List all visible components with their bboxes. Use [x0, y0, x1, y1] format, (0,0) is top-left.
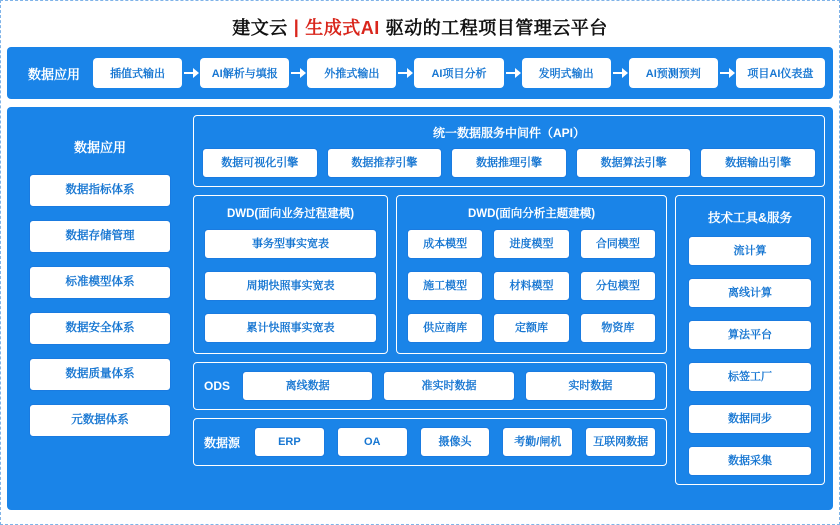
tools-item-3[interactable]: 算法平台 [688, 320, 812, 350]
dwd-subject-item-4[interactable]: 施工模型 [407, 271, 483, 301]
tools-item-5[interactable]: 数据同步 [688, 404, 812, 434]
source-item-3[interactable]: 摄像头 [420, 427, 491, 457]
api-item-2[interactable]: 数据推荐引擎 [327, 148, 443, 178]
left-item-5[interactable]: 数据质量体系 [29, 358, 171, 391]
api-band-title: 统一数据服务中间件（API） [432, 126, 585, 140]
dwd-subject-item-8[interactable]: 定额库 [493, 313, 569, 343]
dwd-row [193, 195, 667, 354]
tools-panel-title: 技术工具&服务 [707, 211, 793, 225]
arrow-right-icon [396, 68, 414, 78]
left-column-title: 数据应用 [73, 140, 126, 155]
left-item-4[interactable]: 数据安全体系 [29, 312, 171, 345]
left-item-2[interactable]: 数据存储管理 [29, 220, 171, 253]
ods-item-3[interactable]: 实时数据 [525, 371, 656, 401]
dwd-process-item-2[interactable]: 周期快照事实宽表 [204, 271, 377, 301]
pipeline-label: 数据应用 [27, 66, 80, 82]
api-item-3[interactable]: 数据推理引擎 [451, 148, 567, 178]
source-item-1[interactable]: ERP [254, 427, 325, 457]
unified-data-service-middleware [193, 115, 825, 187]
dwd-subject-panel [396, 195, 667, 354]
pipeline-track [93, 58, 825, 88]
dwd-process-item-3[interactable]: 累计快照事实宽表 [204, 313, 377, 343]
pipeline-item-2[interactable]: AI解析与填报 [200, 58, 289, 88]
arrow-right-icon [182, 68, 200, 78]
ods-band [193, 362, 667, 410]
data-application-pipeline [7, 47, 833, 99]
source-item-4[interactable]: 考勤/闸机 [502, 427, 573, 457]
dwd-process-items [204, 229, 377, 343]
tools-item-1[interactable]: 流计算 [688, 236, 812, 266]
title-brand: 建文云 [232, 18, 288, 38]
pipeline-item-1[interactable]: 插值式输出 [93, 58, 182, 88]
dwd-subject-item-7[interactable]: 供应商库 [407, 313, 483, 343]
ods-label: ODS [204, 379, 231, 393]
dwd-process-title: DWD(面向业务过程建模) [226, 208, 355, 220]
source-item-5[interactable]: 互联网数据 [585, 427, 656, 457]
dwd-process-panel [193, 195, 388, 354]
arrow-right-icon [611, 68, 629, 78]
title-rest: 驱动的工程项目管理云平台 [385, 18, 608, 38]
modeling-and-sources [193, 195, 667, 485]
api-item-5[interactable]: 数据输出引擎 [700, 148, 816, 178]
source-item-2[interactable]: OA [337, 427, 408, 457]
page-title [7, 7, 833, 47]
left-item-3[interactable]: 标准模型体系 [29, 266, 171, 299]
title-accent: 生成式AI [305, 18, 380, 38]
tools-item-2[interactable]: 离线计算 [688, 278, 812, 308]
dwd-subject-item-9[interactable]: 物资库 [580, 313, 656, 343]
arrow-right-icon [289, 68, 307, 78]
tools-item-6[interactable]: 数据采集 [688, 446, 812, 476]
pipeline-item-4[interactable]: AI项目分析 [414, 58, 503, 88]
left-item-1[interactable]: 数据指标体系 [29, 174, 171, 207]
api-item-1[interactable]: 数据可视化引擎 [202, 148, 318, 178]
left-column-data-application [15, 115, 185, 502]
dwd-subject-item-6[interactable]: 分包模型 [580, 271, 656, 301]
tools-panel-items [688, 236, 812, 476]
arrow-right-icon [718, 68, 736, 78]
pipeline-item-7[interactable]: 项目AI仪表盘 [736, 58, 825, 88]
dwd-subject-title: DWD(面向分析主题建模) [467, 208, 596, 220]
dwd-subject-items [407, 229, 656, 343]
api-item-4[interactable]: 数据算法引擎 [576, 148, 692, 178]
center-column [193, 115, 825, 502]
ods-item-2[interactable]: 准实时数据 [383, 371, 514, 401]
data-source-band [193, 418, 667, 466]
left-column-items [15, 174, 185, 437]
arrow-right-icon [504, 68, 522, 78]
pipeline-item-3[interactable]: 外推式输出 [307, 58, 396, 88]
dwd-subject-item-2[interactable]: 进度模型 [493, 229, 569, 259]
pipeline-item-6[interactable]: AI预测预判 [629, 58, 718, 88]
api-band-items [202, 148, 816, 178]
data-source-label: 数据源 [204, 435, 241, 450]
dwd-subject-item-3[interactable]: 合同模型 [580, 229, 656, 259]
title-divider: | [293, 16, 300, 37]
architecture-board [7, 107, 833, 510]
dwd-subject-item-5[interactable]: 材料模型 [493, 271, 569, 301]
lower-area [193, 195, 825, 485]
dwd-process-item-1[interactable]: 事务型事实宽表 [204, 229, 377, 259]
left-item-6[interactable]: 元数据体系 [29, 404, 171, 437]
pipeline-item-5[interactable]: 发明式输出 [522, 58, 611, 88]
tools-and-services-panel [675, 195, 825, 485]
tools-item-4[interactable]: 标签工厂 [688, 362, 812, 392]
ods-item-1[interactable]: 离线数据 [242, 371, 373, 401]
dwd-subject-item-1[interactable]: 成本模型 [407, 229, 483, 259]
